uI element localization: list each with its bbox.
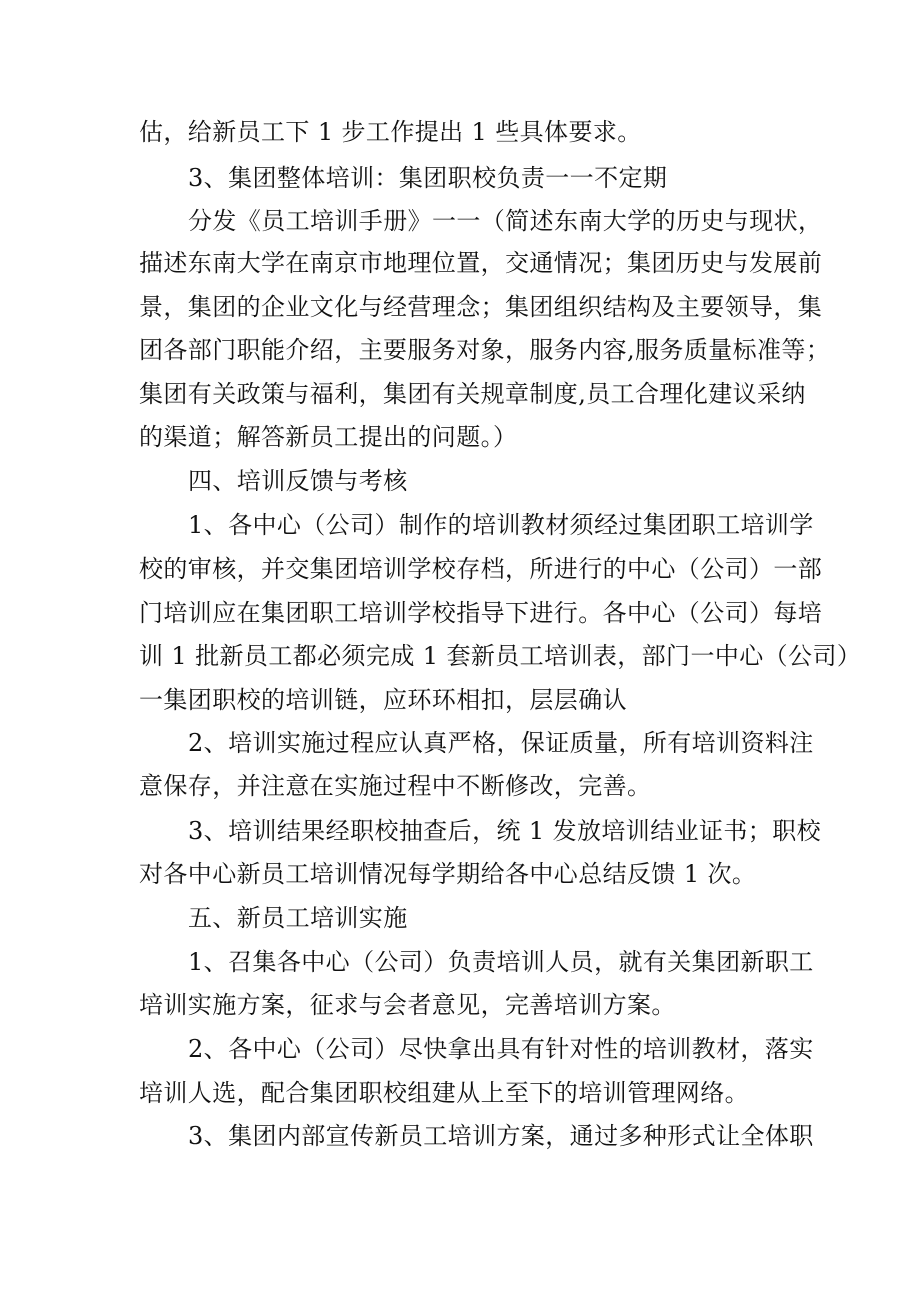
paragraph-line: 描述东南大学在南京市地理位置，交通情况；集团历史与发展前 bbox=[139, 249, 823, 277]
paragraph-line: 集团有关政策与福利，集团有关规章制度,员工合理化建议采纳 bbox=[139, 380, 806, 408]
paragraph-line: 2、培训实施过程应认真严格，保证质量，所有培训资料注 bbox=[188, 729, 814, 757]
section-heading: 四、培训反馈与考核 bbox=[188, 467, 408, 495]
paragraph-line: 团各部门职能介绍，主要服务对象，服务内容,服务质量标准等； bbox=[139, 336, 831, 364]
section-heading: 五、新员工培训实施 bbox=[188, 904, 408, 932]
list-item-heading: 3、集团整体培训：集团职校负责一一不定期 bbox=[188, 164, 668, 192]
paragraph-line: 的渠道；解答新员工提出的问题。） bbox=[139, 423, 518, 451]
paragraph-line: 校的审核，并交集团培训学校存档，所进行的中心（公司）一部 bbox=[139, 555, 823, 583]
paragraph-line: 2、各中心（公司）尽快拿出具有针对性的培训教材，落实 bbox=[188, 1035, 814, 1063]
paragraph-line: 3、集团内部宣传新员工培训方案，通过多种形式让全体职 bbox=[188, 1122, 814, 1150]
paragraph-line: 对各中心新员工培训情况每学期给各中心总结反馈 1 次。 bbox=[139, 860, 757, 888]
paragraph-line: 一集团职校的培训链，应环环相扣，层层确认 bbox=[139, 686, 627, 714]
paragraph-line: 1、各中心（公司）制作的培训教材须经过集团职工培训学 bbox=[188, 511, 814, 539]
paragraph-line: 景，集团的企业文化与经营理念；集团组织结构及主要领导，集 bbox=[139, 293, 823, 321]
paragraph-line: 培训人选，配合集团职校组建从上至下的培训管理网络。 bbox=[139, 1079, 749, 1107]
text-line: 估，给新员工下 1 步工作提出 1 些具体要求。 bbox=[139, 118, 642, 146]
paragraph-line: 训 1 批新员工都必须完成 1 套新员工培训表，部门一中心（公司） bbox=[139, 642, 862, 670]
paragraph-line: 培训实施方案，征求与会者意见，完善培训方案。 bbox=[139, 991, 676, 1019]
paragraph-line: 3、培训结果经职校抽查后，统 1 发放培训结业证书；职校 bbox=[188, 817, 821, 845]
paragraph-line: 门培训应在集团职工培训学校指导下进行。各中心（公司）每培 bbox=[139, 599, 823, 627]
paragraph-line: 意保存，并注意在实施过程中不断修改，完善。 bbox=[139, 772, 652, 800]
paragraph-line: 分发《员工培训手册》一一（简述东南大学的历史与现状， bbox=[188, 207, 823, 235]
paragraph-line: 1、召集各中心（公司）负责培训人员，就有关集团新职工 bbox=[188, 948, 814, 976]
